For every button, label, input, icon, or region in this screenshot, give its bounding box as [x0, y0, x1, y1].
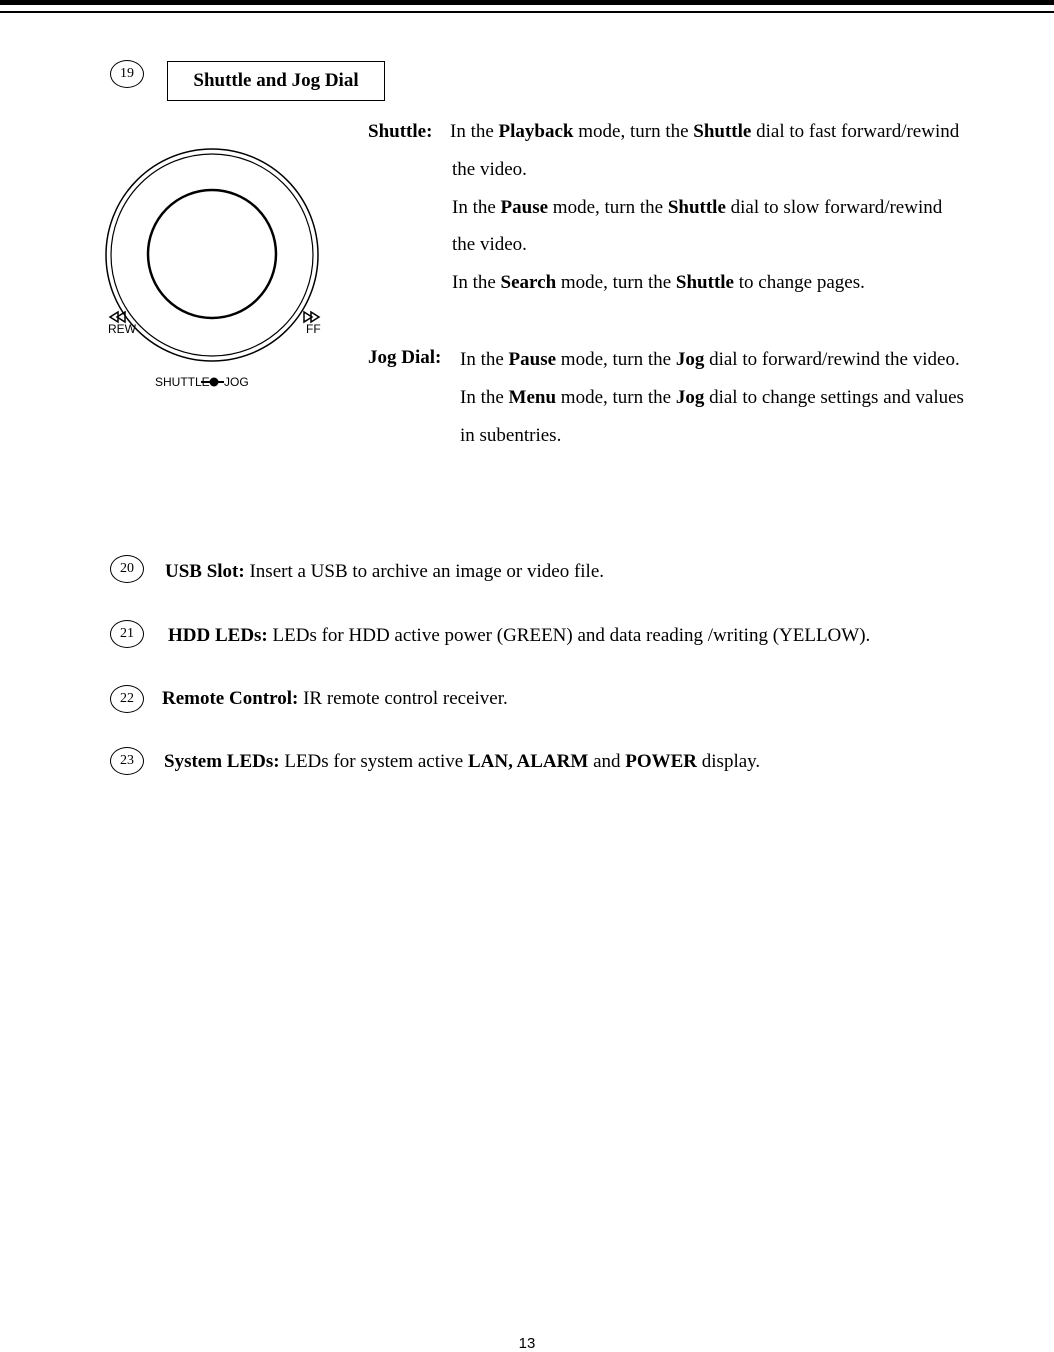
jog-wheel [148, 190, 276, 318]
item-remote-control: Remote Control: IR remote control receiver. [162, 688, 508, 709]
shuttle-line-2: the video. [452, 159, 527, 180]
shuttle-line-3: In the Pause mode, turn the Shuttle dial to slow forward/rewind [452, 197, 943, 218]
rew-label: REW [108, 322, 136, 336]
jog-line-1: In the Pause mode, turn the Jog dial to forward/rewind the video. [460, 349, 960, 370]
item-system-leds: System LEDs: LEDs for system active LAN, ALARM and POWER display. [164, 751, 761, 772]
section-title: Shuttle and Jog Dial [167, 61, 385, 101]
jog-heading: Jog Dial: [368, 347, 442, 368]
outer-ring [106, 149, 318, 361]
item-number-21: 21 [110, 620, 144, 648]
item-usb-slot: USB Slot: Insert a USB to archive an image or video file. [165, 561, 605, 582]
jog-label: JOG [224, 375, 249, 389]
item-number-20: 20 [110, 555, 144, 583]
shuttle-heading: Shuttle: [368, 121, 433, 142]
rewind-icon [110, 312, 125, 322]
header-rule-thin [0, 11, 1054, 13]
header-rule-thick [0, 0, 1054, 5]
item-number-23: 23 [110, 747, 144, 775]
fast-forward-icon [304, 312, 319, 322]
item-hdd-leds: HDD LEDs: LEDs for HDD active power (GREEN) and data reading /writing (YELLOW). [168, 625, 871, 646]
jog-line-3: in subentries. [460, 425, 562, 446]
shuttle-line-5: In the Search mode, turn the Shuttle to change pages. [452, 272, 865, 293]
selector-dot [210, 378, 219, 387]
item-number-19: 19 [110, 60, 144, 88]
page-number: 13 [518, 1335, 536, 1352]
inner-ring [111, 154, 313, 356]
ff-label: FF [306, 322, 321, 336]
item-number-22: 22 [110, 685, 144, 713]
jog-line-2: In the Menu mode, turn the Jog dial to change settings and values [460, 387, 964, 408]
shuttle-label: SHUTTLE [155, 375, 210, 389]
shuttle-line-1: In the Playback mode, turn the Shuttle dial to fast forward/rewind [450, 121, 960, 142]
shuttle-jog-dial-illustration [100, 140, 340, 400]
shuttle-line-4: the video. [452, 234, 527, 255]
